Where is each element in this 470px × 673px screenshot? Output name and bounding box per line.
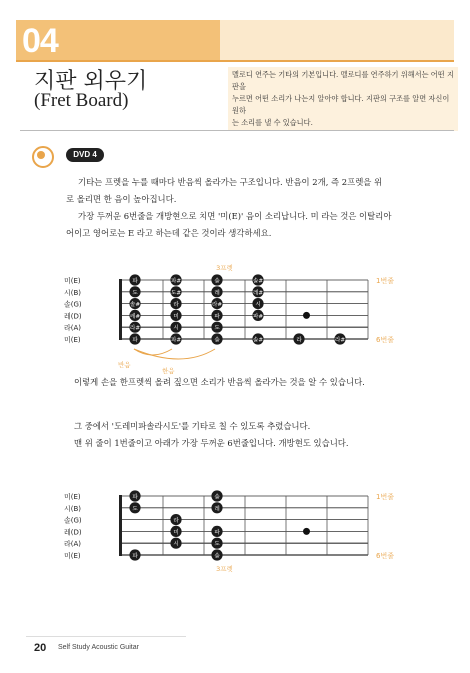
string-label: 레(D) [64, 312, 82, 321]
note-label: 솔 [214, 494, 220, 501]
nut [119, 279, 122, 340]
note-label: 라 [296, 337, 302, 344]
section-divider [20, 130, 454, 131]
string-label: 솔(G) [64, 516, 82, 525]
string-label: 라(A) [64, 324, 82, 333]
note-label: 도 [214, 325, 220, 332]
paragraph-line: 가장 두꺼운 6번줄을 개방현으로 치면 '미(E)' 음이 소리납니다. 미 라는 것은 이탈리아 [78, 211, 392, 221]
paragraph-scale [74, 418, 454, 452]
footer-divider [26, 636, 186, 637]
fret-marker: 3프렛 [216, 565, 233, 573]
note-label: 파 [132, 494, 138, 501]
note-label: 솔 [214, 278, 220, 285]
note-label: 라 [173, 302, 179, 309]
note-label: 솔# [252, 278, 264, 285]
paragraph-line: 맨 위 줄이 1번줄이고 아래가 가장 두꺼운 6번줄입니다. 개방현도 있습니다. [74, 438, 349, 448]
paragraph-semitone [74, 374, 454, 391]
note-label: 파# [252, 313, 264, 320]
note-label: 솔# [129, 302, 141, 309]
note-label: 솔 [214, 553, 220, 560]
string-label: 시(B) [64, 288, 82, 297]
paragraph-line: 기타는 프렛을 누를 때마다 반음씩 올라가는 구조입니다. 반음이 2개, 즉 2프렛을 위 [78, 177, 383, 187]
note-label: 파 [214, 529, 220, 536]
page-title: 지판 외우기 [34, 69, 148, 94]
note-label: 라# [129, 325, 141, 332]
fret-marker: 3프렛 [216, 264, 233, 272]
note-label: 파 [132, 553, 138, 560]
intro-line: 는 소리를 낼 수 있습니다. [232, 118, 313, 127]
note-label: 솔# [252, 337, 264, 344]
note-label: 도 [214, 541, 220, 548]
page-number: 20 [34, 642, 47, 654]
dvd-badge: DVD 4 [66, 148, 104, 162]
paragraph-intro [66, 174, 446, 242]
string-label: 솔(G) [64, 300, 82, 309]
note-label: 파 [214, 313, 220, 320]
note-label: 레# [129, 313, 141, 320]
string-number-bottom: 6번줄 [376, 336, 394, 344]
book-title: Self Study Acoustic Guitar [58, 644, 139, 651]
note-label: 미 [173, 529, 179, 536]
note-label: 파# [170, 337, 182, 344]
semitone-label: 반음 [118, 361, 131, 369]
note-label: 레# [252, 290, 264, 297]
string-label: 미(E) [64, 336, 81, 344]
note-label: 시 [173, 325, 179, 332]
string-label: 시(B) [64, 504, 82, 513]
fretboard-diagram-1 [60, 258, 400, 376]
note-label: 레 [214, 290, 220, 297]
wholetone-arrow [134, 349, 215, 359]
chapter-number: 04 [22, 22, 58, 60]
string-number-bottom: 6번줄 [376, 552, 394, 560]
fret-inlay [303, 528, 310, 535]
intro-header-band [220, 20, 454, 60]
string-number-top: 1번줄 [376, 493, 394, 501]
string-label: 레(D) [64, 528, 82, 537]
note-label: 라# [334, 337, 346, 344]
nut [119, 495, 122, 556]
note-label: 라# [211, 302, 223, 309]
fretboard-diagram-2 [60, 484, 400, 584]
page-subtitle: (Fret Board) [34, 90, 129, 111]
string-label: 미(E) [64, 552, 81, 560]
paragraph-line: 그 중에서 '도레미파솔라시도'를 기타로 칠 수 있도록 추렸습니다. [74, 421, 311, 431]
header-divider [16, 60, 454, 62]
paragraph-line: 어이고 영어로는 E 라고 하는데 같은 것이라 생각하세요. [66, 228, 272, 238]
paragraph-line: 이렇게 손을 한프렛씩 올려 짚으면 소리가 반음씩 올라가는 것을 알 수 있습니다. [74, 377, 365, 387]
note-label: 솔 [214, 337, 220, 344]
string-label: 미(E) [64, 493, 81, 501]
note-label: 시 [255, 302, 261, 309]
intro-text [228, 67, 458, 131]
note-label: 파# [170, 278, 182, 285]
note-label: 파 [132, 278, 138, 285]
string-number-top: 1번줄 [376, 277, 394, 285]
intro-line: 누르면 어떤 소리가 나는지 알아야 합니다. 지판의 구조를 알면 자신이 원하 [232, 94, 450, 115]
note-label: 도 [132, 506, 138, 513]
note-label: 도 [132, 290, 138, 297]
note-label: 미 [173, 313, 179, 320]
note-label: 라 [173, 518, 179, 525]
dvd-icon-center [37, 151, 45, 159]
intro-line: 멜로디 연주는 기타의 기본입니다. 멜로디를 연주하기 위해서는 어떤 지판을 [232, 70, 454, 91]
note-label: 파 [132, 337, 138, 344]
note-label: 시 [173, 541, 179, 548]
note-label: 도# [170, 290, 182, 297]
fret-inlay [303, 312, 310, 319]
semitone-arrow [134, 349, 172, 355]
string-label: 라(A) [64, 540, 82, 549]
string-label: 미(E) [64, 277, 81, 285]
wholetone-label: 한음 [162, 367, 175, 375]
note-label: 레 [214, 506, 220, 513]
paragraph-line: 로 올리면 한 음이 높아집니다. [66, 194, 177, 204]
